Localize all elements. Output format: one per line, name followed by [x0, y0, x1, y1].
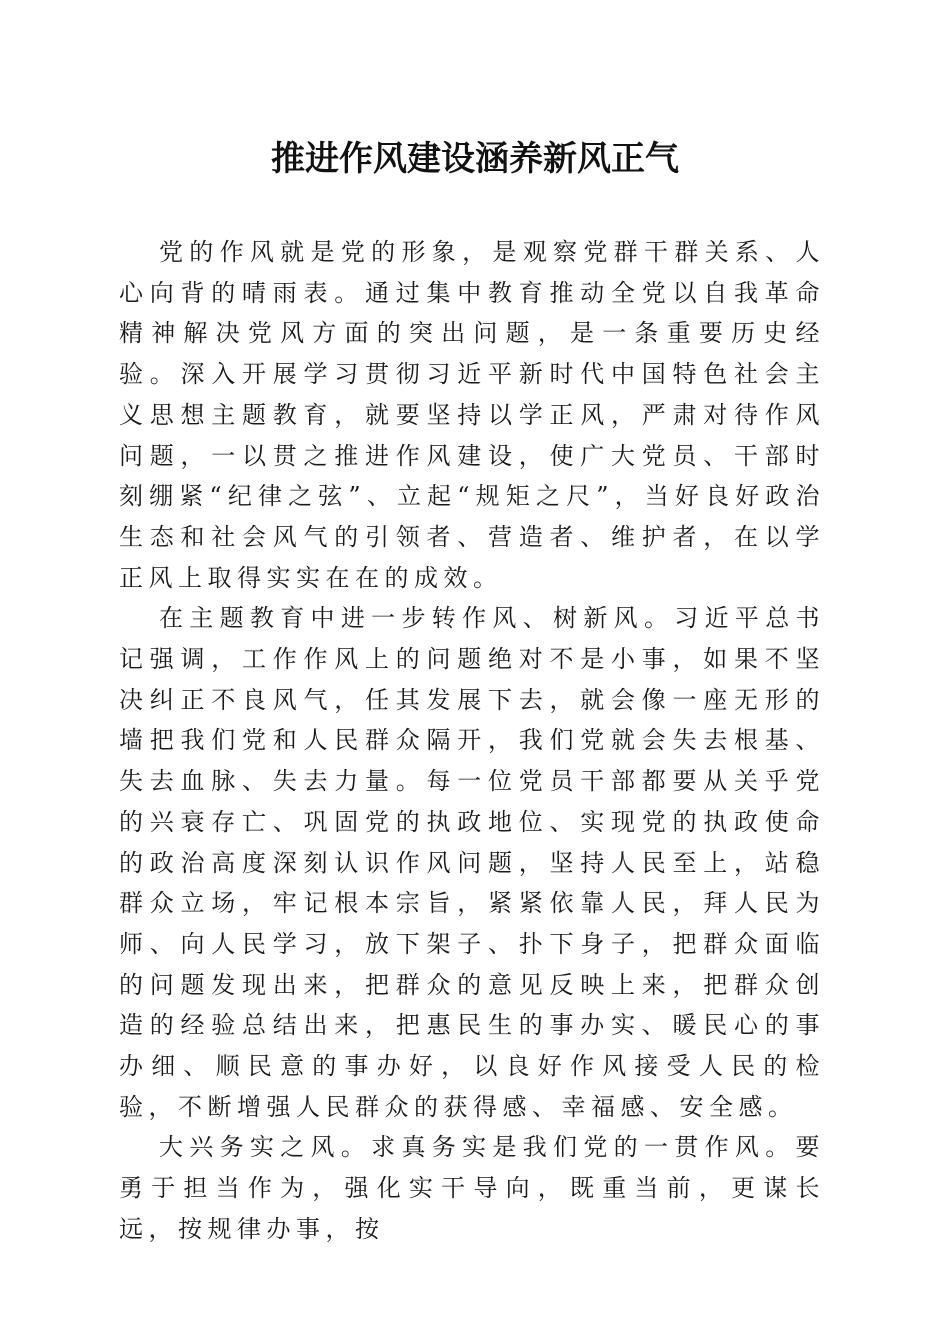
paragraph-1: 党的作风就是党的形象，是观察党群干群关系、人心向背的晴雨表。通过集中教育推动全党以自我革命精神解决党风方面的突出问题，是一条重要历史经验。深入开展学习贯彻习近平新时代中国特色社会主义思想主题教育，就要坚持以学正风，严肃对待作风问题，一以贯之推进作风建设，使广大党员、干部时刻绷紧“纪律之弦”、立起“规矩之尺”，当好良好政治生态和社会风气的引领者、营造者、维护者，在以学正风上取得实实在在的成效。: [119, 238, 825, 592]
paragraph-2: 在主题教育中进一步转作风、树新风。习近平总书记强调，工作作风上的问题绝对不是小事，如果不坚决纠正不良风气，任其发展下去，就会像一座无形的墙把我们党和人民群众隔开，我们党就会失去根基、失去血脉、失去力量。每一位党员干部都要从关乎党的兴衰存亡、巩固党的执政地位、实现党的执政使命的政治高度深刻认识作风问题，坚持人民至上，站稳群众立场，牢记根本宗旨，紧紧依靠人民，拜人民为师、向人民学习，放下架子、扑下身子，把群众面临的问题发现出来，把群众的意见反映上来，把群众创造的经验总结出来，把惠民生的事办实、暖民心的事办细、顺民意的事办好，以良好作风接受人民的检验，不断增强人民群众的获得感、幸福感、安全感。: [119, 604, 825, 1121]
document-title: 推进作风建设涵养新风正气: [271, 139, 679, 179]
paragraph-3: 大兴务实之风。求真务实是我们党的一贯作风。要勇于担当作为，强化实干导向，既重当前，更谋长远，按规律办事，按: [119, 1133, 825, 1243]
document-body: [119, 232, 825, 1250]
